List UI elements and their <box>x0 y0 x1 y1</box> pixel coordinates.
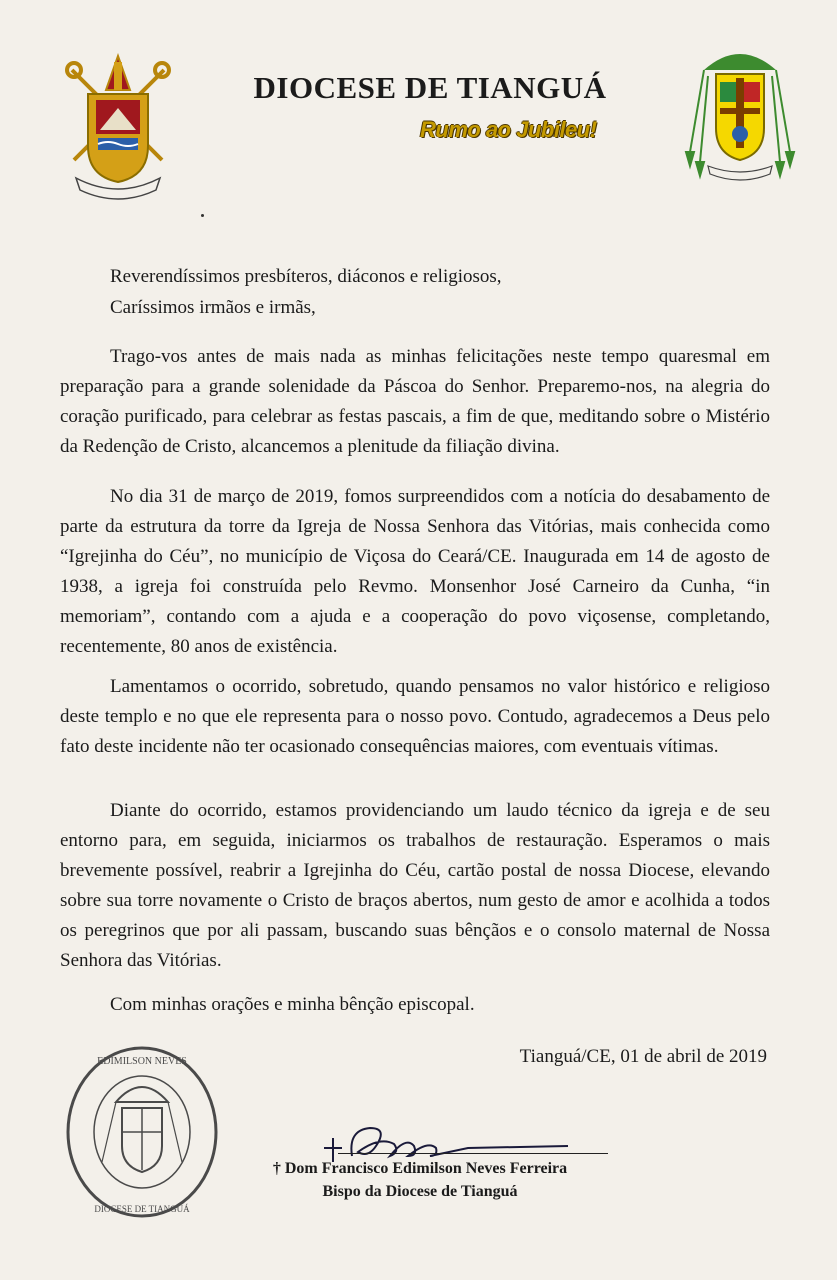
stray-mark <box>201 214 204 217</box>
page-title: DIOCESE DE TIANGUÁ <box>253 70 607 105</box>
bishop-coat-of-arms-icon <box>684 42 796 192</box>
jubilee-slogan: Rumo ao Jubileu! <box>420 117 597 142</box>
svg-text:EDIMILSON NEVES: EDIMILSON NEVES <box>97 1056 187 1067</box>
episcopal-seal-icon <box>62 1042 222 1222</box>
signatory-role: Bispo da Diocese de Tianguá <box>322 1183 518 1200</box>
body-paragraph-3: Lamentamos o ocorrido, sobretudo, quando pensamos no valor histórico e religioso deste templo e no que ele representa para o nosso povo. Contudo, agradecemos a Deus pelo fato deste incidente não ter ocasionado consequências maiores, com eventuais vítimas. <box>60 676 770 757</box>
diocese-coat-of-arms-icon <box>62 50 174 200</box>
body-paragraph-4: Diante do ocorrido, estamos providenciando um laudo técnico da igreja e de seu entorno para, em seguida, iniciarmos os trabalhos de restauração. Esperamos o mais brevemente possível, reabrir a Igrejinha do Céu, cartão postal de nossa Diocese, elevando sobre sua torre novamente o Cristo de braços abertos, num gesto de amor e acolhida a todos os peregrinos que por ali passam, buscando suas bênçãos e o consolo maternal de Nossa Senhora das Vitórias. <box>60 800 770 971</box>
signatory-name: † Dom Francisco Edimilson Neves Ferreira <box>272 1160 568 1177</box>
signature-line <box>338 1153 608 1154</box>
body-paragraph-2: No dia 31 de março de 2019, fomos surpreendidos com a notícia do desabamento de parte da estrutura da torre da Igreja de Nossa Senhora das Vitórias, mais conhecida como “Igrejinha do Céu”, no município de Viçosa do Ceará/CE. Inaugurada em 14 de agosto de 1938, a igreja foi construída pelo Revmo. Monsenhor José Carneiro da Cunha, “in memoriam”, contando com a ajuda e a cooperação do povo viçosense, completando, recentemente, 80 anos de existência. <box>60 486 770 657</box>
body-paragraph-1: Trago-vos antes de mais nada as minhas felicitações neste tempo quaresmal em preparação para a grande solenidade da Páscoa do Senhor. Preparemo-nos, na alegria do coração purificado, para celebrar as festas pascais, a fim de que, meditando sobre o Mistério da Redenção de Cristo, alcancemos a plenitude da filiação divina. <box>60 346 770 457</box>
svg-text:DIOCESE DE TIANGUÁ: DIOCESE DE TIANGUÁ <box>94 1204 190 1214</box>
salutation-line-1: Reverendíssimos presbíteros, diáconos e religiosos, <box>110 266 502 287</box>
closing-line: Com minhas orações e minha bênção episcopal. <box>110 994 475 1015</box>
salutation-line-2: Caríssimos irmãos e irmãs, <box>110 297 316 318</box>
date-line: Tianguá/CE, 01 de abril de 2019 <box>519 1046 767 1067</box>
